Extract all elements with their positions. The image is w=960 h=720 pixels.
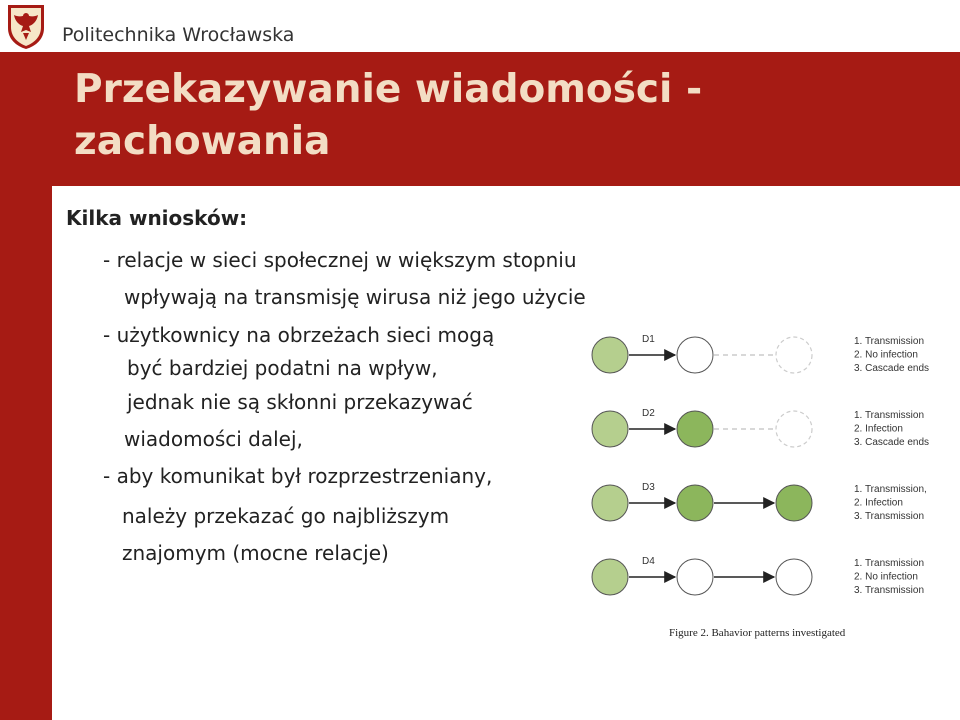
- intro-heading: Kilka wniosków:: [66, 206, 248, 230]
- legend-2-1: 1. Transmission: [854, 410, 925, 421]
- legend-1-2: 2. No infection: [854, 349, 918, 361]
- body-line-5: jednak nie są skłonni przekazywać: [127, 390, 473, 414]
- legend-4-2: 2. No infection: [854, 571, 918, 583]
- second-node-4: [677, 559, 713, 595]
- figure-caption: Figure 2. Bahavior patterns investigated: [669, 627, 846, 639]
- left-accent-stripe: [0, 52, 52, 720]
- behavior-patterns-diagram: [578, 322, 960, 652]
- row-label-d3: D3: [642, 482, 655, 493]
- source-node-4: [592, 559, 628, 595]
- legend-2-2: 2. Infection: [854, 423, 903, 435]
- second-node-1: [677, 337, 713, 373]
- slide-title: [74, 64, 934, 168]
- legend-4-3: 3. Transmission: [854, 585, 925, 596]
- slide-title-line-2: zachowania: [74, 119, 331, 164]
- slide-title-line-1: Przekazywanie wiadomości -: [74, 67, 703, 112]
- eagle-crest-icon: [2, 2, 50, 50]
- second-node-2: [677, 411, 713, 447]
- body-line-9: znajomym (mocne relacje): [122, 541, 389, 565]
- body-line-4: być bardziej podatni na wpływ,: [127, 356, 438, 380]
- third-node-1: [776, 337, 812, 373]
- body-line-2: wpływają na transmisję wirusa niż jego użycie: [124, 285, 586, 309]
- source-node-2: [592, 411, 628, 447]
- third-node-3: [776, 485, 812, 521]
- third-node-2: [776, 411, 812, 447]
- institution-name: Politechnika Wrocławska: [62, 24, 295, 46]
- body-line-6: wiadomości dalej,: [124, 427, 303, 451]
- row-label-d2: D2: [642, 408, 655, 419]
- legend-3-2: 2. Infection: [854, 497, 903, 509]
- body-line-8: należy przekazać go najbliższym: [122, 504, 450, 528]
- body-line-1: - relacje w sieci społecznej w większym stopniu: [103, 248, 577, 272]
- third-node-4: [776, 559, 812, 595]
- legend-3-1: 1. Transmission,: [854, 484, 927, 495]
- second-node-3: [677, 485, 713, 521]
- source-node-1: [592, 337, 628, 373]
- body-line-3: - użytkownicy na obrzeżach sieci mogą: [103, 323, 495, 347]
- legend-4-1: 1. Transmission: [854, 558, 925, 569]
- legend-1-1: 1. Transmission: [854, 336, 925, 347]
- body-line-7: - aby komunikat był rozprzestrzeniany,: [103, 464, 493, 488]
- legend-1-3: 3. Cascade ends: [854, 363, 930, 374]
- row-label-d4: D4: [642, 556, 655, 567]
- source-node-3: [592, 485, 628, 521]
- legend-2-3: 3. Cascade ends: [854, 437, 930, 448]
- legend-3-3: 3. Transmission: [854, 511, 925, 522]
- row-label-d1: D1: [642, 334, 655, 345]
